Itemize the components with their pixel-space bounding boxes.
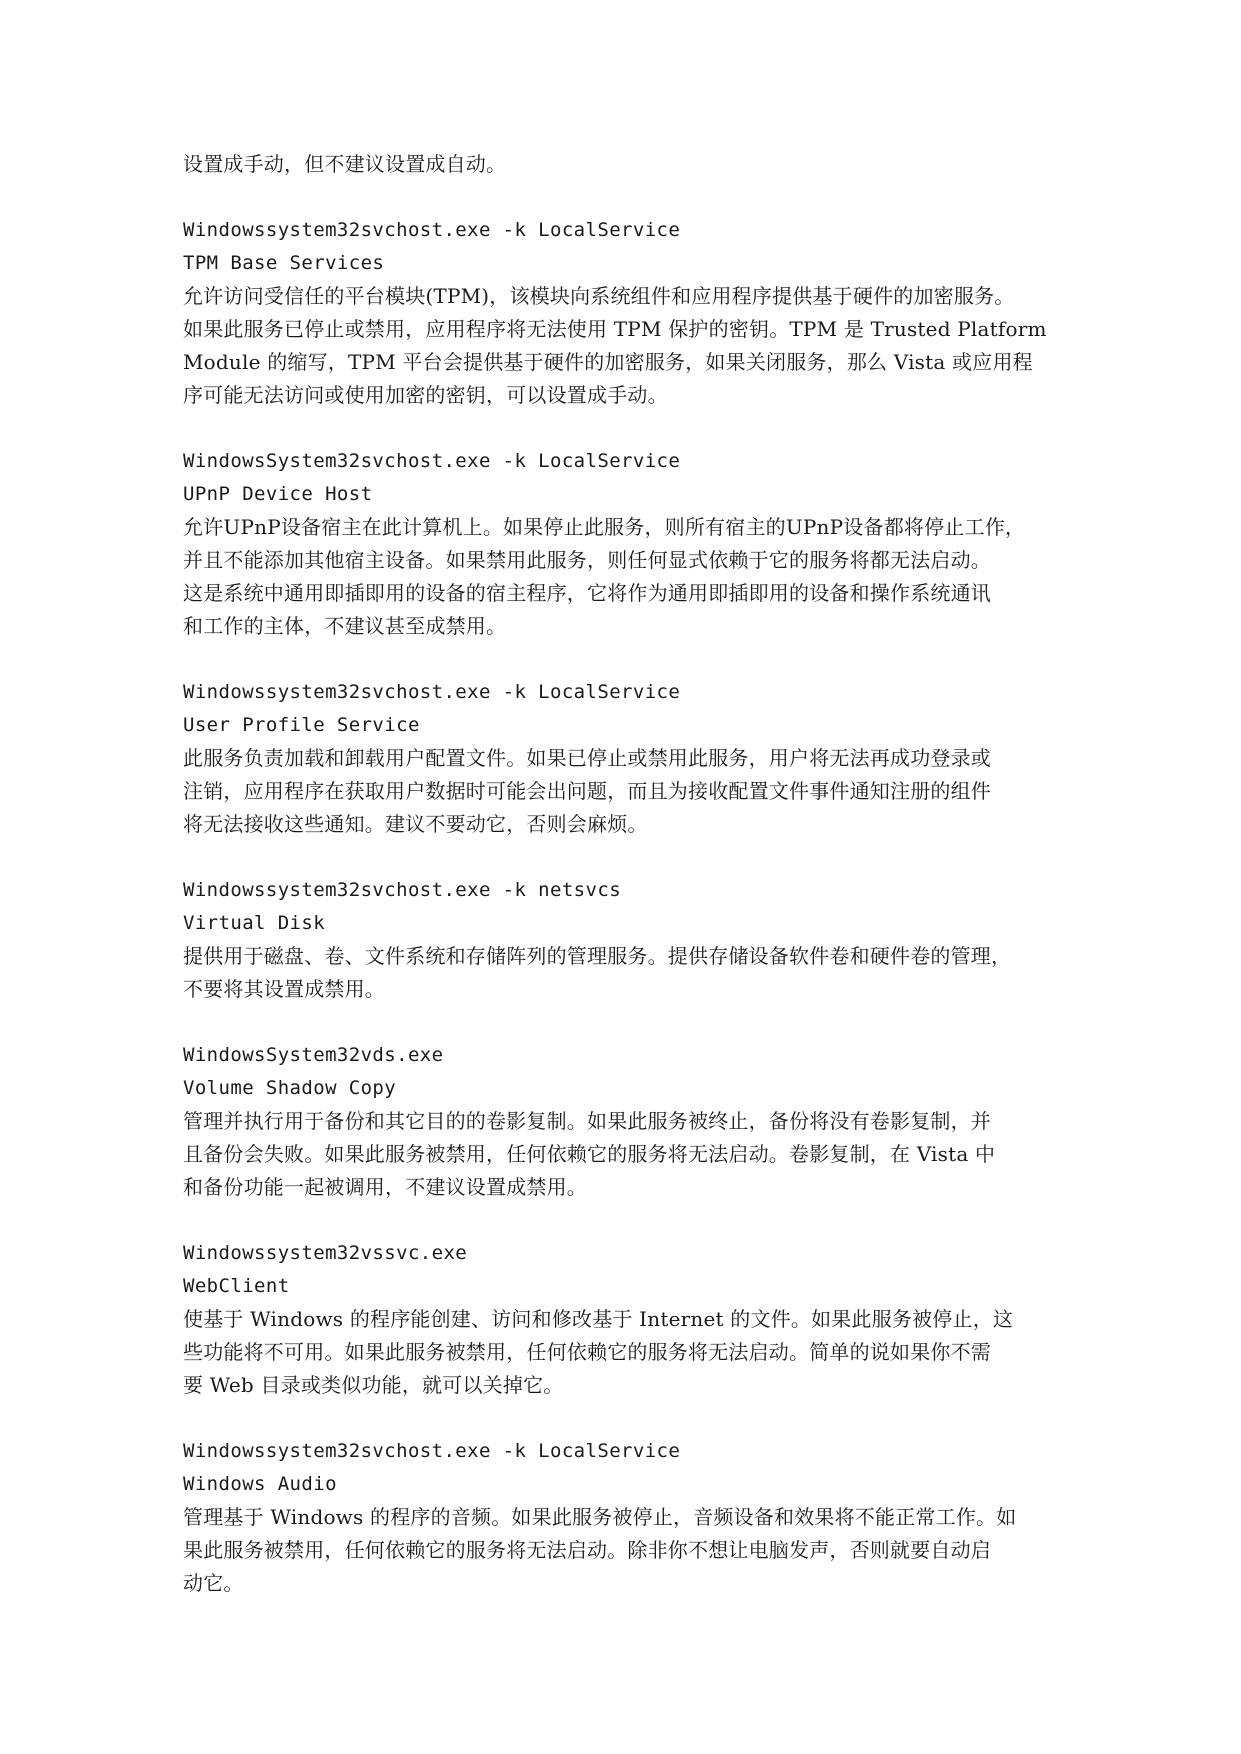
service-entry-upnp: [183, 445, 1083, 643]
service-name: Virtual Disk: [183, 912, 326, 934]
document-body: [183, 148, 1083, 1600]
spacer: [183, 643, 1083, 676]
spacer: [183, 1204, 1083, 1237]
service-description-line: 和备份功能一起被调用，不建议设置成禁用。: [183, 1175, 587, 1199]
service-entry-webclient: [183, 1237, 1083, 1402]
spacer: [183, 841, 1083, 874]
service-description-line: 如果此服务已停止或禁用，应用程序将无法使用 TPM 保护的密钥。TPM 是 Trusted Platform: [183, 317, 1047, 341]
service-path: Windowssystem32svchost.exe -k netsvcs: [183, 879, 622, 901]
service-description-line: 提供用于磁盘、卷、文件系统和存储阵列的管理服务。提供存储设备软件卷和硬件卷的管理，: [183, 944, 1012, 968]
service-entry-user-profile: [183, 676, 1083, 841]
spacer: [183, 181, 1083, 214]
service-path: WindowsSystem32vds.exe: [183, 1044, 444, 1066]
intro-text: 设置成手动，但不建议设置成自动。: [183, 152, 507, 176]
spacer: [183, 1006, 1083, 1039]
service-description-line: 此服务负责加载和卸载用户配置文件。如果已停止或禁用此服务，用户将无法再成功登录或: [183, 746, 991, 770]
service-name: UPnP Device Host: [183, 483, 373, 505]
service-description-line: 要 Web 目录或类似功能，就可以关掉它。: [183, 1373, 564, 1397]
service-description-line: 且备份会失败。如果此服务被禁用，任何依赖它的服务将无法启动。卷影复制，在 Vista 中: [183, 1142, 996, 1166]
service-description-line: 果此服务被禁用，任何依赖它的服务将无法启动。除非你不想让电脑发声，否则就要自动启: [183, 1538, 991, 1562]
service-name: Windows Audio: [183, 1473, 337, 1495]
service-name: TPM Base Services: [183, 252, 385, 274]
service-description-line: 动它。: [183, 1571, 244, 1595]
service-entry-virtual-disk: [183, 874, 1083, 1006]
service-description-line: 注销，应用程序在获取用户数据时可能会出问题，而且为接收配置文件事件通知注册的组件: [183, 779, 991, 803]
service-name: Volume Shadow Copy: [183, 1077, 397, 1099]
service-description-line: 允许UPnP设备宿主在此计算机上。如果停止此服务，则所有宿主的UPnP设备都将停止工作，: [183, 515, 1026, 539]
service-name: User Profile Service: [183, 714, 420, 736]
spacer: [183, 1402, 1083, 1435]
service-path: Windowssystem32svchost.exe -k LocalService: [183, 219, 681, 241]
service-path: WindowsSystem32svchost.exe -k LocalService: [183, 450, 681, 472]
service-description-line: 这是系统中通用即插即用的设备的宿主程序，它将作为通用即插即用的设备和操作系统通讯: [183, 581, 991, 605]
spacer: [183, 412, 1083, 445]
service-description-line: 使基于 Windows 的程序能创建、访问和修改基于 Internet 的文件。如果此服务被停止，这: [183, 1307, 1014, 1331]
service-entry-tpm: [183, 214, 1083, 412]
service-path: Windowssystem32svchost.exe -k LocalService: [183, 1440, 681, 1462]
service-description-line: 将无法接收这些通知。建议不要动它，否则会麻烦。: [183, 812, 648, 836]
service-description-line: 些功能将不可用。如果此服务被禁用，任何依赖它的服务将无法启动。简单的说如果你不需: [183, 1340, 991, 1364]
service-name: WebClient: [183, 1275, 290, 1297]
service-description-line: 允许访问受信任的平台模块(TPM)，该模块向系统组件和应用程序提供基于硬件的加密服务。: [183, 284, 1015, 308]
service-description-line: 和工作的主体，不建议甚至成禁用。: [183, 614, 507, 638]
service-path: Windowssystem32svchost.exe -k LocalService: [183, 681, 681, 703]
service-description-line: 不要将其设置成禁用。: [183, 977, 385, 1001]
service-description-line: 管理并执行用于备份和其它目的的卷影复制。如果此服务被终止，备份将没有卷影复制，并: [183, 1109, 991, 1133]
service-description-line: 序可能无法访问或使用加密的密钥，可以设置成手动。: [183, 383, 668, 407]
service-description-line: 管理基于 Windows 的程序的音频。如果此服务被停止，音频设备和效果将不能正常工作。如: [183, 1505, 1017, 1529]
service-entry-vss: [183, 1039, 1083, 1204]
service-entry-audio: [183, 1435, 1083, 1600]
service-description-line: Module 的缩写，TPM 平台会提供基于硬件的加密服务，如果关闭服务，那么 Vista 或应用程: [183, 350, 1033, 374]
service-description-line: 并且不能添加其他宿主设备。如果禁用此服务，则任何显式依赖于它的服务将都无法启动。: [183, 548, 991, 572]
service-path: Windowssystem32vssvc.exe: [183, 1242, 468, 1264]
